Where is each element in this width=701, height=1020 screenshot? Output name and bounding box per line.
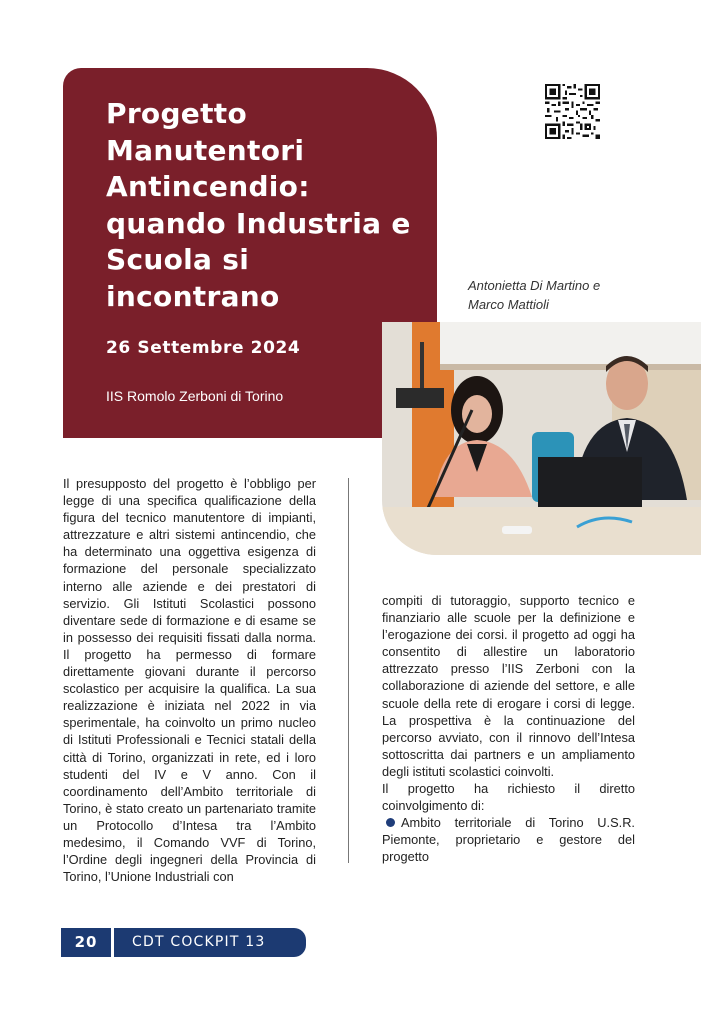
- article-column-left: [63, 475, 316, 885]
- qr-code-icon: [545, 84, 600, 139]
- column-divider: [348, 478, 349, 863]
- magazine-name: CDT COCKPIT 13: [114, 928, 306, 957]
- authors: [468, 276, 668, 314]
- page-number: 20: [61, 928, 111, 957]
- authors-line-2: Marco Mattioli: [468, 297, 549, 312]
- bullet-item: [382, 814, 635, 865]
- article-title: Progetto Manutentori Antincendio: quando Industria e Scuola si incontrano: [106, 97, 411, 313]
- paragraph-intro: Il presupposto del progetto è l’obbligo per legge di una specifica qualificazione della figura del tecnico manutentore di impianti, attrezzature e altri sistemi antincendio, che ha determinato una oggettiva esigenza di formazione del personale specializzato interno alle aziende e dei prestatori di servizio. Gli Istituti Scolastici possono diventare sede di formazione e di esame se in possesso dei requisiti fissati dalla norma. Il progetto ha permesso di formare direttamente giovani durante il percorso scolastico per acquisire la qualifica. La sua realizzazione è iniziata nel 2022 in via sperimentale, ha coinvolto un primo nucleo di Istituti Professionali e Tecnici statali della città di Torino, organizzati in rete, ed i loro studenti del IV e V anno. Con il coordinamento dell’Ambito territoriale di Torino, è stato creato un partenariato tramite un Protocollo d’Intesa tra l’Ambito medesimo, il Comando VVF di Torino, l’Ordine degli ingegneri della Provincia di Torino, l’Unione Industriali con: [63, 476, 316, 885]
- paragraph-continuation: compiti di tutoraggio, supporto tecnico e finanziario alle scuole per la definizione e l’erogazione dei corsi. il progetto ad oggi ha consentito di allestire un laboratorio attrezzato presso l’IIS Zerboni con la collaborazione di aziende del settore, e alle scuole della rete di erogare i corsi di legge. La prospettiva è la continuazione del percorso avviato, con il rinnovo dell’Intesa sottoscritta dai partners e un ampliamento degli istituti scolastici coinvolti.: [382, 593, 635, 779]
- article-venue: IIS Romolo Zerboni di Torino: [106, 388, 284, 404]
- article-date: 26 Settembre 2024: [106, 338, 301, 358]
- paragraph-involvement: Il progetto ha richiesto il diretto coinvolgimento di:: [382, 781, 635, 814]
- article-column-right: [382, 592, 635, 866]
- bullet-icon: [386, 818, 395, 827]
- authors-line-1: Antonietta Di Martino e: [468, 278, 601, 293]
- event-photo: [382, 322, 701, 555]
- bullet-text: Ambito territoriale di Torino U.S.R. Piemonte, proprietario e gestore del progetto: [382, 815, 635, 865]
